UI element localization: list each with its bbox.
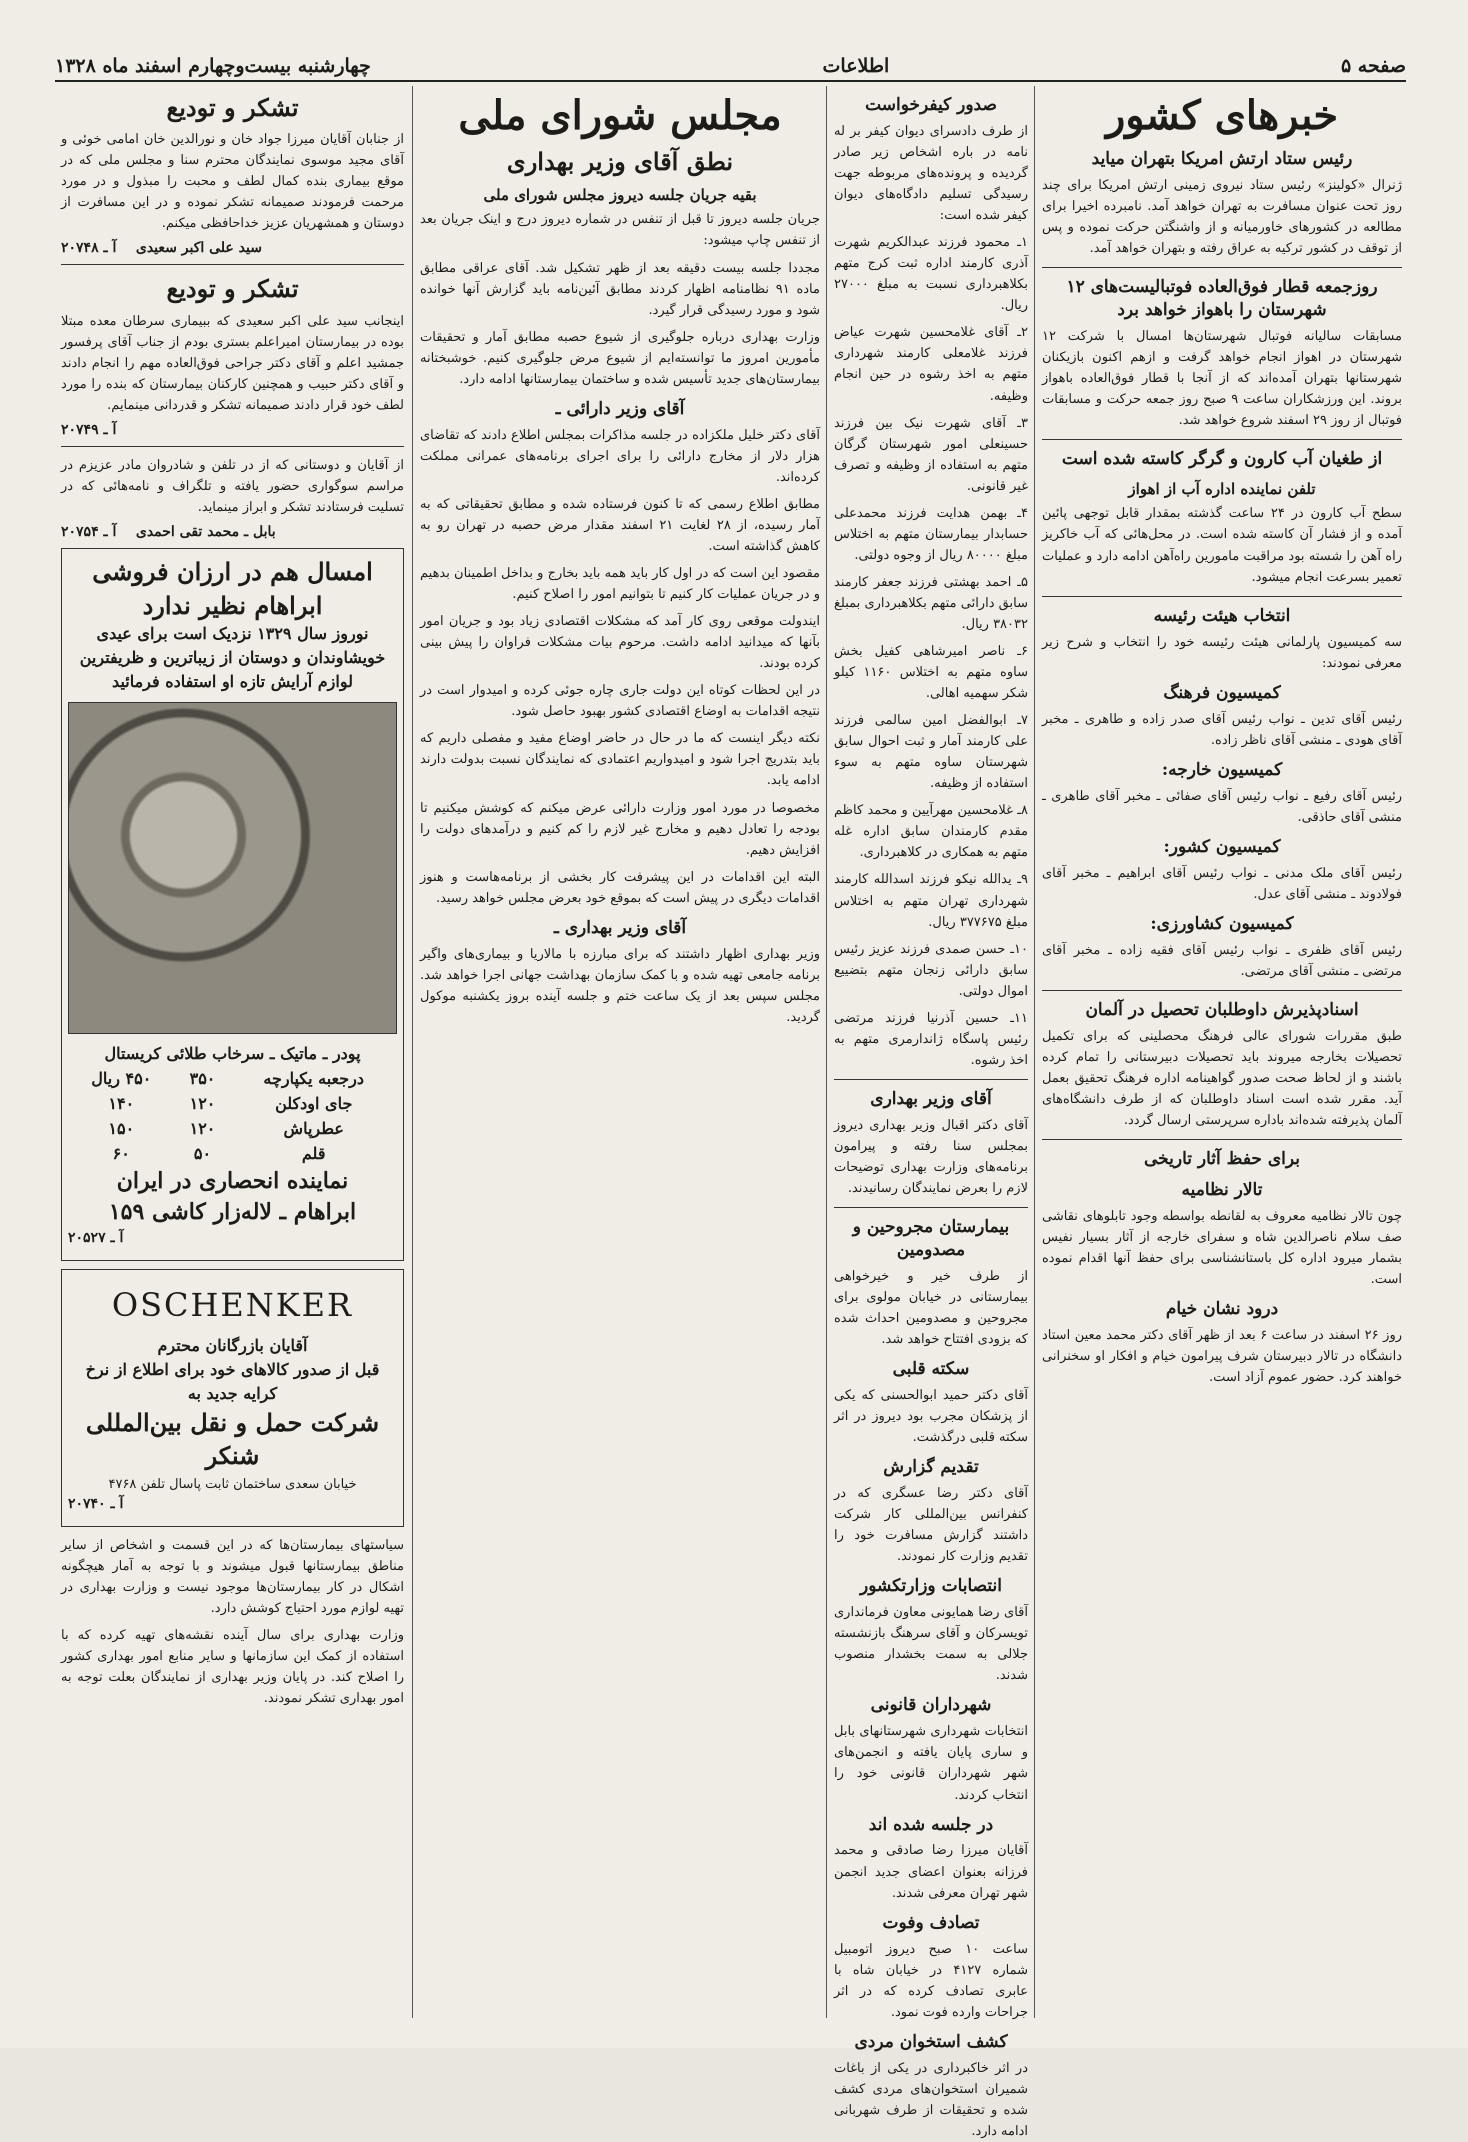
- article-body: انتخابات شهرداری شهرستانهای بابل و ساری پایان یافته و انجمن‌های شهر شهرداران قانونی خود را انتخاب کردند.: [834, 1724, 1028, 1803]
- headline: شهرداران قانونی: [870, 1695, 992, 1716]
- article-body: سطح آب کارون در ۲۴ ساعت گذشته بمقدار قابل توجهی پائین آمده و از فشار آن کاسته شده است. در محل‌هائی که آب خاکریز راه آهن را شسته بود مراقبت مامورین راه‌آهن ادامه دارد و عملیات تعمیر بسرعت انجام میشود.: [1042, 506, 1402, 585]
- ad-code: آ ـ ۲۰۵۲۷: [68, 1229, 124, 1246]
- ad-code: آ ـ ۲۰۷۴۰: [68, 1495, 124, 1512]
- article-body: در این لحظات کوتاه این دولت جاری چاره جوئی کرده و امیدوار است در نتیجه اقدامات به اوضاع اقتصادی کشور بهبود حاصل شود.: [420, 683, 820, 720]
- ad-code: آ ـ ۲۰۷۴۹: [61, 421, 117, 438]
- article-body: وزیر بهداری اظهار داشتند که برای مبارزه با مالاریا و بیماری‌های واگیر برنامه جامعی تهیه شده و با کمک سازمان بهداشت جهانی اجرا خواهد شد. مجلس سپس بعد از یک ساعت ختم و جلسه آینده بروز یکشنبه موکول گردید.: [420, 946, 820, 1025]
- price-item: قلم: [301, 1144, 326, 1164]
- article-body: رئیس آقای رفیع ـ نواب رئیس آقای صفائی ـ مخبر آقای طاهری ـ منشی آقای حاذقی.: [1042, 788, 1402, 825]
- notice-line: آقایان بازرگانان محترم: [157, 1335, 308, 1355]
- price-item: عطرپاش: [283, 1119, 344, 1139]
- section-title: مجلس شورای ملی: [458, 92, 782, 139]
- article-body: ژنرال «کولینز» رئیس ستاد نیروی زمینی ارتش امریکا برای چند روز تحت عنوان مسافرت به تهران خواهد آمد. نامبرده اخیرا برای مطالعه در کشورهای خاورمیانه و از واشنگتن حرکت نموده و پس از توقف در کشور ترکیه به عراق رفته و بتهران خواهد آمد.: [1042, 177, 1402, 257]
- company-name: شرکت حمل و نقل بین‌المللی شنکر: [85, 1407, 380, 1471]
- article-body: در اثر خاکبرداری در یکی از باغات شمیران استخوان‌های مردی کشف شده و تحقیقات از طرف شهربانی ادامه دارد.: [834, 2060, 1028, 2139]
- headline: کمیسیون کشاورزی:: [1150, 913, 1294, 934]
- article-body: جریان جلسه دیروز تا قبل از تنفس در شماره دیروز درج و اینک جریان بعد از تنفس چاپ میشود:: [420, 212, 820, 249]
- article-body: از طرف خیر و خیرخواهی بیمارستانی در خیابان مولوی برای مجروحین و مصدومین احداث شده که بزودی افتتاح خواهد شد.: [834, 1268, 1028, 1348]
- article-body: ۲ـ آقای غلامحسین شهرت عیاض فرزند غلامعلی کارمند شهرداری متهم به اخذ رشوه در حین انجام وظیفه.: [834, 325, 1028, 404]
- article-body: ۱۰ـ حسن صمدی فرزند عزیز رئیس سابق دارائی زنجان متهم بتضییع اموال دولتی.: [834, 941, 1028, 999]
- headline: صدور کیفرخواست: [865, 95, 997, 115]
- headline: انتصابات وزارتکشور: [860, 1576, 1002, 1597]
- article-body: آقای دکتر خلیل ملکزاده در جلسه مذاکرات بمجلس اطلاع دادند که تقاضای هزار دلار از مخارج دارائی را برای اجرای برنامه‌های عمرانی مملکت کرده‌اند.: [420, 427, 820, 485]
- headline: اسنادپذیرش داوطلبان تحصیل در آلمان: [1085, 999, 1359, 1020]
- article-body: از طرف دادسرای دیوان کیفر بر له نامه در باره اشخاص زیر صادر گردیده و پرونده‌های مربوطه جهت رسیدگی تسلیم دادگاه‌های دیوان کیفر شده است:: [834, 123, 1028, 224]
- article-body: ۳ـ آقای شهرت نیک بین فرزند حسینعلی امور شهرستان گرگان متهم به استفاده از وظیفه و تصرف غیر قانونی.: [834, 415, 1028, 494]
- notice-body: اینجانب سید علی اکبر سعیدی که ببیماری سرطان معده مبتلا بوده در بیمارستان امیراعلم بستری بودم از جناب آقای پرفسور جمشید اعلم و آقای دکتر جراحی فوق‌العاده مهم را انجام دادند و آقای دکتر حبیب و همچنین کارکنان بیمارستان که بنده را مورد لطف خود قرار دادند صمیمانه تشکر و قدردانی مینمایم.: [61, 313, 404, 413]
- subtitle: نطق آقای وزیر بهداری: [506, 147, 734, 176]
- product-photo: [68, 702, 397, 1034]
- article-body: ایندولت موقعی روی کار آمد که مشکلات اقتصادی زیاد بود و جریان امور بآنها که میدانید ادامه داشت. مرحوم بیات مشکلات فراوان را پیش بینی کرده بودند.: [420, 614, 820, 672]
- headline: از طغیان آب کارون و گرگر کاسته شده است: [1061, 449, 1383, 470]
- divider: [1042, 596, 1402, 597]
- article-body: مقصود این است که در اول کار باید همه باید بخارج و بداخل اطمینان بدهیم و در جریان عملیات کار کنیم تا بتوانیم امور را اصلاح کنیم.: [420, 566, 820, 603]
- headline: آقای وزیر بهداری ـ: [553, 917, 687, 938]
- column-country-news: [1036, 86, 1408, 2018]
- masthead: [55, 52, 1406, 82]
- column-short-news: [828, 86, 1034, 2139]
- notice-line: قبل از صدور کالاهای خود برای اطلاع از نرخ کرایه جدید به: [85, 1359, 380, 1403]
- column-rule: [1034, 86, 1035, 2018]
- article-body: ۸ـ غلامحسین مهرآیین و محمد کاظم مقدم کارمندان سابق اداره غله متهم به همکاری در کلاهبرداری.: [834, 803, 1028, 861]
- column-rule: [826, 86, 827, 2018]
- schenker-advertisement: [61, 1269, 404, 1527]
- divider: [1042, 1139, 1402, 1140]
- price-item: درجعبه یکپارچه: [263, 1069, 365, 1089]
- signature-name: سید علی اکبر سعیدی: [135, 240, 262, 257]
- headline: انتخاب هیئت رئیسه: [1153, 605, 1291, 626]
- paper-name: اطلاعات: [822, 55, 890, 77]
- headline: تقدیم گزارش: [883, 1457, 979, 1478]
- headline: کمیسیون خارجه:: [1161, 759, 1283, 780]
- divider: [61, 446, 404, 447]
- price-a: ۱۲۰: [189, 1119, 216, 1139]
- headline: درود نشان خیام: [1165, 1299, 1279, 1319]
- article-body: رئیس آقای تدین ـ نواب رئیس آقای صدر زاده و طاهری ـ مخبر آقای هودی ـ منشی آقای ناظر زاده.: [1042, 711, 1402, 748]
- ad-headline: امسال هم در ارزان فروشی ابراهام نظیر ندارد: [92, 556, 373, 620]
- headline: کمیسیون فرهنگ: [1163, 682, 1281, 703]
- price-b: ۱۵۰: [108, 1119, 135, 1139]
- article-body: روز ۲۶ اسفند در ساعت ۶ بعد از ظهر آقای دکتر محمد معین استاد دانشگاه در تالار دبیرستان شرف پیرامون خیام و افکار او سخنرانی خواهند کرد. حضور عموم آزاد است.: [1042, 1327, 1403, 1386]
- notice-body: از آقایان و دوستانی که از در تلفن و شادروان مادر عزیزم در مراسم سوگواری حضور یافته و تلگراف و نامه‌هائی که در تسلیت فرستادند تشکر و ابراز مینماید.: [61, 457, 404, 515]
- article-body: مطابق اطلاع رسمی که تا کنون فرستاده شده و مطابق تحقیقاتی که به آمار رسیده، از ۲۸ لغایت ۲۱ اسفند مقدار مرض حصبه در تهران رو به کاهش گذاشته است.: [420, 496, 820, 554]
- article-body: وزارت بهداری درباره جلوگیری از شیوع حصبه مطابق آمار و تحقیقات مأمورین امروز ما توانسته‌ایم از شیوع مرض جلوگیری کنیم. خوشبختانه بیمارستان‌های جدید تأسیس شده و ساختمان بیمارستانها ادامه دارد.: [420, 329, 820, 387]
- divider: [834, 1207, 1028, 1208]
- signature-name: بابل ـ محمد تقی احمدی: [135, 523, 276, 540]
- article-body: آقای رضا همایونی معاون فرمانداری تویسرکان و آقای سرهنگ بازنشسته جلالی به سمت بخشدار منصوب شدند.: [834, 1605, 1028, 1684]
- price-b: ۶۰: [112, 1144, 130, 1164]
- table-row: [68, 1141, 397, 1166]
- article-body: ساعت ۱۰ صبح دیروز اتومبیل شماره ۴۱۲۷ در خیابان شاه با عابری تصادف کرده که در اثر جراحات وارده فوت نمود.: [834, 1941, 1029, 2020]
- subheadline: تالار نظامیه: [1181, 1179, 1263, 1200]
- headline: سکته قلبی: [892, 1359, 970, 1380]
- article-body: آقای دکتر اقبال وزیر بهداری دیروز بمجلس سنا رفته و پیرامون برنامه‌های وزارت بهداری توضیحات لازم را بعرض نمایندگان رسانیدند.: [834, 1117, 1028, 1196]
- article-body: ۶ـ ناصر امیرشاهی کفیل بخش ساوه متهم به اختلاس ۱۱۶۰ کیلو شکر سهمیه اهالی.: [834, 644, 1028, 702]
- representative-name: ابراهام ـ لاله‌زار کاشی ۱۵۹: [108, 1198, 357, 1225]
- subheadline: بقیه جریان جلسه دیروز مجلس شورای ملی: [483, 186, 757, 205]
- notice-body: از جنابان آقایان میرزا جواد خان و نورالدین خان امامی خوئی و آقای مجید موسوی نمایندگان محترم سنا و مجلس ملی که در موقع بیماری بنده کمال لطف و محبت را مبذول و در مورد مرحمت فرمودند صمیمانه تشکر نموده و در این مسافرت از دوستان و همشهریان عزیز خداحافظی میکنم.: [61, 132, 404, 232]
- price-b: ۴۵۰ ریال: [91, 1069, 152, 1089]
- article-body: ۹ـ یدالله نیکو فرزند اسدالله کارمند شهرداری تهران متهم به اختلاس مبلغ ۳۷۷۶۷۵ ریال.: [834, 872, 1028, 930]
- price-item: جای اودکلن: [275, 1094, 353, 1114]
- article-body: رئیس آقای ظفری ـ نواب رئیس آقای فقیه زاده ـ مخبر آقای مرتضی ـ منشی آقای مرتضی.: [1042, 942, 1402, 979]
- headline: بیمارستان مجروحین و مصدومین: [852, 1217, 1010, 1260]
- table-row: [68, 1091, 397, 1116]
- article-body: آقایان میرزا رضا صادقی و محمد فرزانه بعنوان اعضای جدید انجمن شهر تهران معرفی شدند.: [834, 1843, 1028, 1901]
- headline: در جلسه شده اند: [868, 1814, 994, 1835]
- price-b: ۱۴۰: [108, 1094, 135, 1114]
- article-body: ۵ـ احمد بهشتی فرزند جعفر کارمند سابق دارائی متهم بکلاهبرداری بمبلغ ۳۸۰۳۲ ریال.: [834, 574, 1028, 632]
- page-number: صفحه ۵: [1340, 55, 1406, 77]
- divider: [834, 1079, 1028, 1080]
- ad-code: آ ـ ۲۰۷۵۴: [61, 523, 117, 540]
- article-body: نکته دیگر اینست که ما در حال در حاضر اوضاع مفید و مفصلی داریم که باید بتدریج اجرا شود و امیدواریم اعتمادی که نمایندگان نسبت بدولت دارند ادامه یابد.: [420, 731, 820, 789]
- article-body: چون تالار نظامیه معروف به لقانطه بواسطه وجود تابلوهای نقاشی صف سلام ناصرالدین شاه و سفرای خارجه از آثار بسیار نفیس بشمار میرود اداره کل باستانشناسی برای حفظ آنها اقدام نموده است.: [1042, 1208, 1402, 1287]
- article-body: ۱۱ـ حسین آذرنیا فرزند مرتضی رئیس پاسگاه ژاندارمری متهم به اخذ رشوه.: [834, 1010, 1028, 1068]
- article-body: سه کمیسیون پارلمانی هیئت رئیسه خود را انتخاب و شرح زیر معرفی نمودند:: [1042, 634, 1402, 671]
- article-body: ۱ـ محمود فرزند عبدالکریم شهرت آذری کارمند اداره ثبت کرج متهم بکلاهبرداری نسبت به مبلغ ۲۷۰۰۰ ریال.: [834, 235, 1028, 314]
- section-title: خبرهای کشور: [1105, 92, 1339, 139]
- issue-date: چهارشنبه بیست‌وچهارم اسفند ماه ۱۳۲۸: [55, 55, 371, 77]
- notice-signature: [61, 524, 404, 540]
- divider: [1042, 990, 1402, 991]
- cosmetics-advertisement: [61, 548, 404, 1261]
- divider: [61, 264, 404, 265]
- notice-title: تشکر و تودیع: [166, 274, 299, 304]
- article-body: ۷ـ ابوالفضل امین سالمی فرزند علی کارمند آمار و ثبت احوال سابق شهرستان ساوه متهم به سوء استفاده از وظیفه.: [834, 713, 1028, 792]
- table-row: [68, 1116, 397, 1141]
- representative-label: نماینده انحصاری در ایران: [116, 1168, 349, 1195]
- article-body: سیاستهای بیمارستان‌ها که در این قسمت و اشخاص از سایر مناطق بیمارستانها قبول میشوند و با توجه به آمار هیچگونه اشکال در کار بیمارستان‌ها موجود نیست و وزارت بهداری در تهیه لوازم مورد احتیاج کوشش دارد.: [61, 1537, 404, 1617]
- notice-signature: [61, 240, 404, 256]
- article-body: آقای دکتر رضا عسگری که در کنفرانس بین‌المللی کار شرکت داشتند گزارش مسافرت خود را تقدیم وزارت کار نمودند.: [834, 1486, 1028, 1565]
- headline: کشف استخوان مردی: [854, 2031, 1008, 2052]
- article-body: مسابقات سالیانه فوتبال شهرستان‌ها امسال با شرکت ۱۲ شهرستان در اهواز انجام خواهد گرفت و ازهم اکنون بازیکنان شهرستانها بتهران آمده‌اند که از آنجا با قطار فوق‌العاده باهواز بروند. این ورزشکاران ساعت ۹ صبح روز جمعه حرکت و مسابقات فوتبال از روز ۲۹ اسفند شروع خواهد شد.: [1042, 329, 1402, 429]
- price-a: ۱۲۰: [189, 1094, 216, 1114]
- headline: آقای وزیر دارائی ـ: [555, 398, 685, 419]
- headline: برای حفظ آثار تاریخی: [1144, 1148, 1300, 1169]
- price-a: ۵۰: [193, 1144, 212, 1164]
- headline: رئیس ستاد ارتش امریکا بتهران میاید: [1091, 149, 1353, 169]
- table-row: [68, 1066, 397, 1091]
- article-body: البته این اقدامات در این پیشرفت کار بخشی از برنامه‌هاست و هنوز اقدامات دیگری در پیش است که بموقع خود بعرض مجلس خواهد رسید.: [420, 869, 820, 906]
- divider: [1042, 439, 1402, 440]
- divider: [1042, 267, 1402, 268]
- column-majlis-report: [414, 86, 826, 2018]
- column-rule: [412, 86, 413, 2018]
- article-body: آقای دکتر حمید ابوالحسنی که یکی از پزشکان مجرب بود دیروز در اثر سکته قلبی درگذشت.: [834, 1388, 1028, 1446]
- price-a: ۳۵۰: [189, 1069, 216, 1089]
- article-body: وزارت بهداری برای سال آینده نقشه‌های تهیه کرده که با استفاده از کمک این سازمانها و سایر منابع امور بهداری کشور را اصلاح کند. در پایان وزیر بهداری از نمایندگان بعلت توجه به امور بهداری تشکر نمودند.: [61, 1628, 404, 1707]
- price-list-heading: پودر ـ ماتیک ـ سرخاب طلائی کریستال: [104, 1044, 361, 1064]
- notice-title: تشکر و تودیع: [166, 93, 299, 122]
- article-body: مخصوصا در مورد امور وزارت دارائی عرض میکنم که کوشش میکنیم تا بودجه را تعادل دهیم و مخارج غیر لازم را کم کنیم و درآمدهای دولت را افزایش دهیم.: [420, 800, 820, 858]
- column-ads-notices: [55, 86, 410, 2018]
- headline: آقای وزیر بهداری: [870, 1088, 992, 1109]
- company-address: خیابان سعدی ساختمان ثابت پاسال تلفن ۴۷۶۸: [108, 1476, 357, 1492]
- headline: تصادف وفوت: [882, 1912, 980, 1933]
- brand-logo: OSCHENKER: [111, 1285, 354, 1324]
- headline: روزجمعه قطار فوق‌العاده فوتبالیست‌های ۱۲ شهرستان را باهواز خواهد برد: [1066, 277, 1378, 321]
- article-body: مجددا جلسه بیست دقیقه بعد از ظهر تشکیل شد. آقای عراقی مطابق ماده ۹۱ نظامنامه اظهار کردند مطابق آئین‌نامه باید گزارش آنها خوانده شود و مورد رسیدگی قرار گیرد.: [420, 260, 820, 318]
- article-body: رئیس آقای ملک مدنی ـ نواب رئیس آقای ابراهیم ـ مخبر آقای فولادوند ـ منشی آقای عدل.: [1042, 865, 1402, 902]
- headline: کمیسیون کشور:: [1163, 836, 1281, 857]
- price-table: [68, 1066, 397, 1166]
- article-body: طبق مقررات شورای عالی فرهنگ محصلینی که برای تکمیل تحصیلات بخارجه میروند باید تحصیلات دبیرستانی را تمام کرده باشند و از لحاظ صحت صدور گواهینامه اداره فرهنگ تحقیق بعمل آید. مقرر شده است اسناد داوطلبان که از طرف دانشگاه‌های آلمان پذیرفته شده‌اند باداره سرپرستی ارسال گردد.: [1042, 1028, 1402, 1128]
- article-body: ۴ـ بهمن هدایت فرزند محمدعلی حسابدار بیمارستان متهم به اختلاس مبلغ ۸۰۰۰۰ ریال از وجوه دولتی.: [834, 505, 1028, 563]
- ad-subheadline: نوروز سال ۱۳۲۹ نزدیک است برای عیدی خویشاوندان و دوستان از زیباترین و ظریفترین لوازم آرایش تازه او استفاده فرمائید: [79, 624, 386, 692]
- ad-code: آ ـ ۲۰۷۴۸: [61, 240, 117, 257]
- subheadline: تلفن نماینده اداره آب از اهواز: [1128, 480, 1316, 499]
